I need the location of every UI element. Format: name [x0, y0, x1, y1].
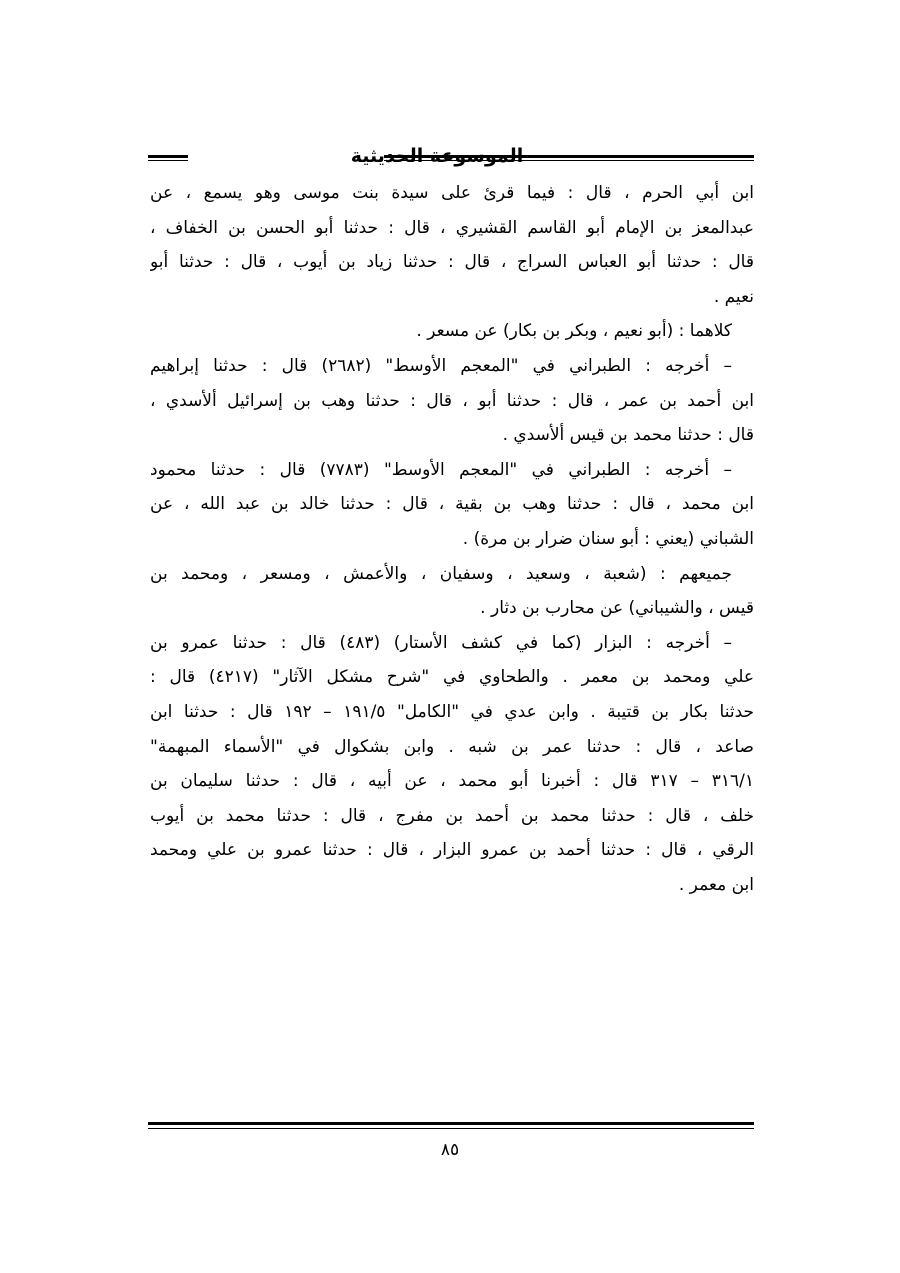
text-line: نعيم . [713, 286, 754, 307]
text-line: ابن أحمد بن عمر ، قال : حدثنا أبو ، قال : حدثنا وهب بن إسرائيل ألأسدي ، [150, 390, 754, 411]
text-line: قال : حدثنا محمد بن قيس ألأسدي . [502, 425, 754, 446]
text-line: ٣١٦/١ – ٣١٧ قال : أخبرنا أبو محمد ، عن أبيه ، قال : حدثنا سليمان بن [150, 771, 754, 792]
text-line: – أخرجه : البزار (كما في كشف الأستار) (٤٨٣) قال : حدثنا عمرو بن [150, 632, 732, 653]
text-line: الشباني (يعني : أبو سنان ضرار بن مرة) . [462, 528, 754, 549]
text-line: – أخرجه : الطبراني في "المعجم الأوسط" (٧٧٨٣) قال : حدثنا محمود [150, 459, 732, 480]
text-line: ابن معمر . [678, 874, 754, 895]
page-body [150, 176, 754, 902]
page-header [148, 144, 754, 174]
page-number: ٨٥ [440, 1140, 460, 1160]
text-line: صاعد ، قال : حدثنا عمر بن شبه . وابن بشكوال في "الأسماء المبهمة" [150, 736, 754, 757]
footer-rule [148, 1122, 754, 1129]
text-line: قال : حدثنا أبو العباس السراج ، قال : حدثنا زياد بن أيوب ، قال : حدثنا أبو [150, 252, 754, 273]
text-line: ابن محمد ، قال : حدثنا وهب بن بقية ، قال : حدثنا خالد بن عبد الله ، عن [150, 494, 754, 515]
text-line: الرقي ، قال : حدثنا أحمد بن عمرو البزار ، قال : حدثنا عمرو بن علي ومحمد [150, 840, 754, 861]
text-line: قيس ، والشيباني) عن محارب بن دثار . [480, 598, 754, 619]
header-rule-left [148, 155, 188, 161]
header-title: الموسوعة الحديثية [350, 145, 524, 167]
text-line: كلاهما : (أبو نعيم ، وبكر بن بكار) عن مسعر . [416, 321, 732, 342]
text-line: – أخرجه : الطبراني في "المعجم الأوسط" (٢٦٨٢) قال : حدثنا إبراهيم [150, 355, 732, 376]
text-line: خلف ، قال : حدثنا محمد بن أحمد بن مفرج ، قال : حدثنا محمد بن أيوب [150, 805, 754, 826]
text-line: ابن أبي الحرم ، قال : فيما قرئ على سيدة بنت موسى وهو يسمع ، عن [150, 183, 754, 203]
text-line: عبدالمعز بن الإمام أبو القاسم القشيري ، قال : حدثنا أبو الحسن بن الخفاف ، [150, 217, 754, 238]
text-line: جميعهم : (شعبة ، وسعيد ، وسفيان ، والأعمش ، ومسعر ، ومحمد بن [150, 563, 732, 584]
text-line: علي ومحمد بن معمر . والطحاوي في "شرح مشكل الآثار" (٤٢١٧) قال : [150, 667, 754, 688]
header-rule-right [384, 155, 754, 161]
text-line: حدثنا بكار بن قتيبة . وابن عدي في "الكامل" ١٩١/٥ – ١٩٢ قال : حدثنا ابن [150, 701, 754, 722]
